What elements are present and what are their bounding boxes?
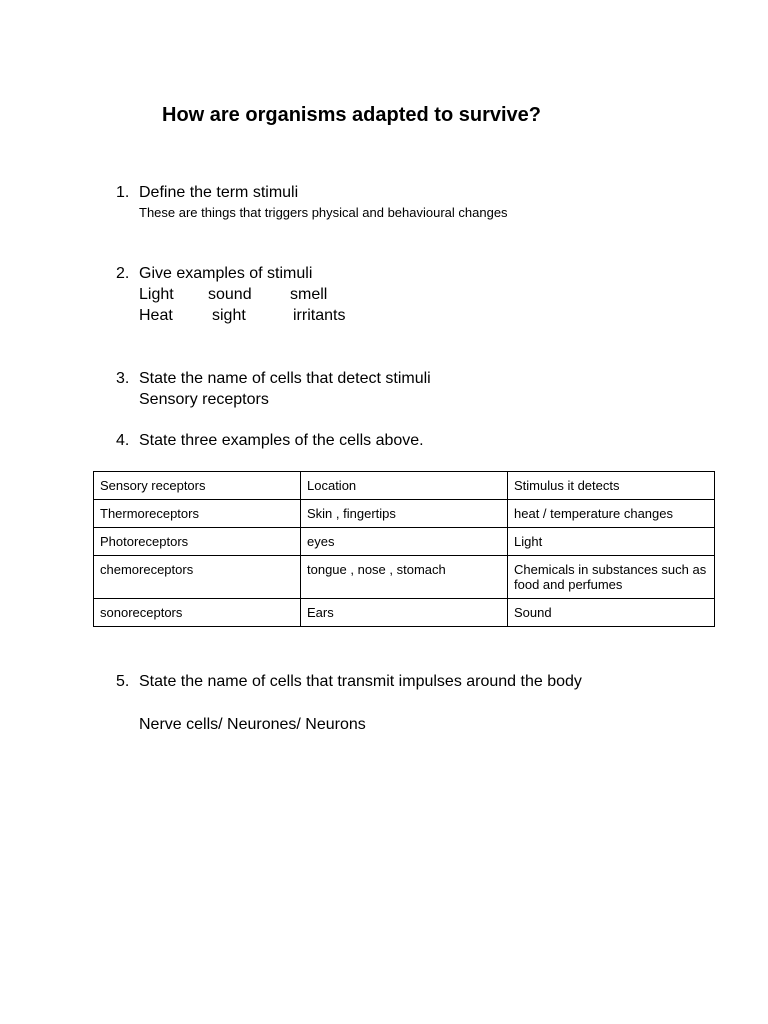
table-header-cell: Location (301, 472, 508, 500)
table-row (94, 599, 715, 627)
table-header-cell: Stimulus it detects (508, 472, 715, 500)
stimulus-example: irritants (293, 307, 346, 324)
table-cell: chemoreceptors (94, 556, 301, 599)
question-text: Give examples of stimuli (139, 265, 313, 282)
question-number: 1. (116, 184, 130, 201)
stimulus-example: sound (208, 286, 252, 303)
page-title: How are organisms adapted to survive? (162, 104, 541, 126)
table-row (94, 528, 715, 556)
table-cell: sonoreceptors (94, 599, 301, 627)
table-cell: Thermoreceptors (94, 500, 301, 528)
answer-5: Nerve cells/ Neurones/ Neurons (139, 716, 366, 733)
answer-3: Sensory receptors (139, 391, 269, 408)
stimulus-example: Light (139, 286, 174, 303)
table-cell: Ears (301, 599, 508, 627)
table-cell: heat / temperature changes (508, 500, 715, 528)
question-number: 2. (116, 265, 130, 282)
table-cell: Chemicals in substances such as food and perfumes (508, 556, 715, 599)
table-cell: Light (508, 528, 715, 556)
question-text: State the name of cells that detect stimuli (139, 370, 431, 387)
table-header-row (94, 472, 715, 500)
question-text: State three examples of the cells above. (139, 432, 424, 449)
question-number: 3. (116, 370, 130, 387)
stimulus-example: sight (212, 307, 246, 324)
table-header-cell: Sensory receptors (94, 472, 301, 500)
table-cell: Sound (508, 599, 715, 627)
stimulus-example: Heat (139, 307, 173, 324)
question-text: State the name of cells that transmit impulses around the body (139, 673, 582, 690)
table-row (94, 500, 715, 528)
table-cell: eyes (301, 528, 508, 556)
question-number: 5. (116, 673, 130, 690)
stimulus-example: smell (290, 286, 328, 303)
table-cell: tongue , nose , stomach (301, 556, 508, 599)
receptors-table (93, 471, 715, 627)
table-row (94, 556, 715, 599)
question-number: 4. (116, 432, 130, 449)
answer-1: These are things that triggers physical and behavioural changes (139, 205, 508, 220)
table-cell: Photoreceptors (94, 528, 301, 556)
table-cell: Skin , fingertips (301, 500, 508, 528)
question-text: Define the term stimuli (139, 184, 299, 201)
